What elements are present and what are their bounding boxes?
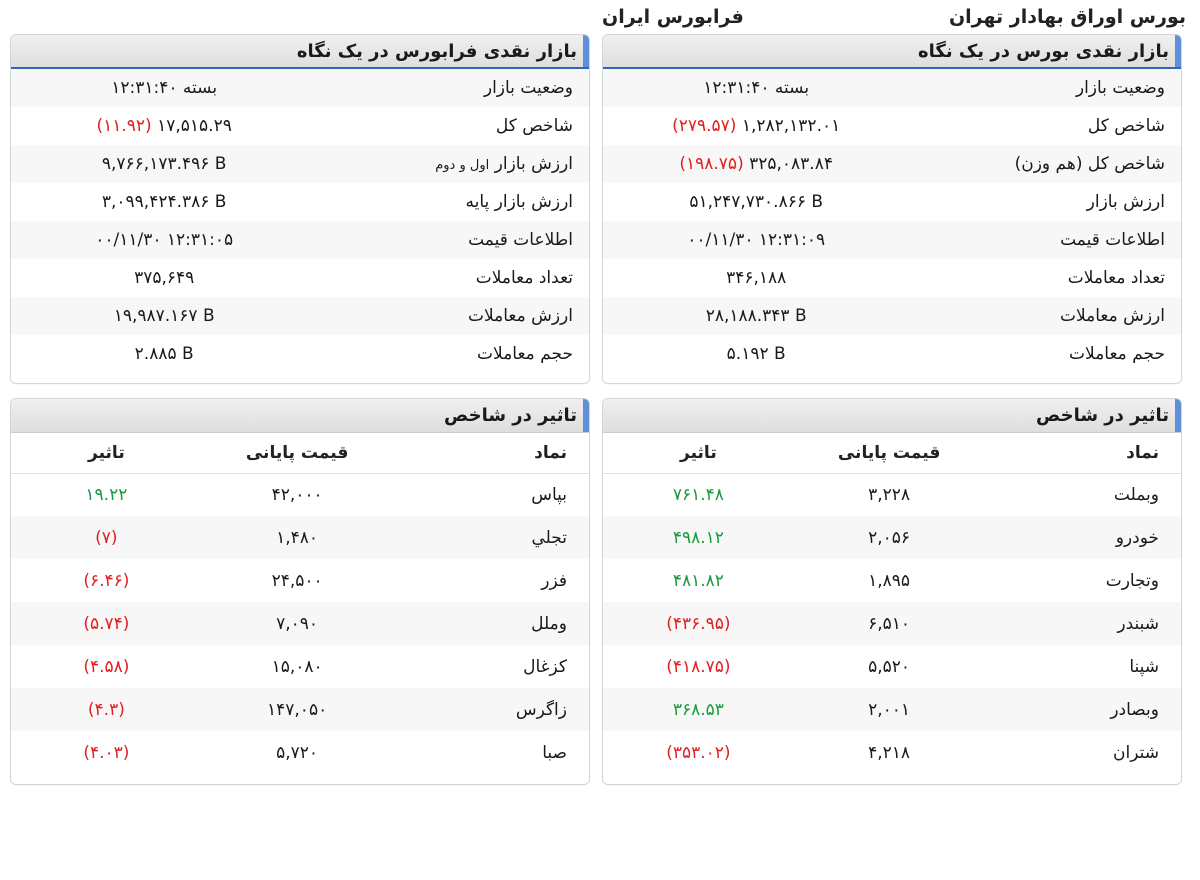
row-label: ارزش بازار: [1086, 192, 1165, 212]
bourse-summary-card: [602, 34, 1182, 384]
cell-price: ۱۵,۰۸۰: [271, 656, 323, 677]
columns-wrapper: [0, 34, 1200, 785]
cell-symbol: شبندر: [1117, 613, 1159, 634]
row-label: تعداد معاملات: [475, 268, 573, 288]
cell-price: ۶,۵۱۰: [868, 613, 911, 634]
cell-symbol: وتجارت: [1105, 570, 1159, 591]
row-change: (۱۹۸.۷۵): [679, 154, 744, 174]
cell-symbol: شپنا: [1129, 656, 1159, 677]
farabourse-effect-body: [11, 433, 589, 784]
table-row[interactable]: [603, 602, 1181, 645]
row-number: ۳۲۵,۰۸۳.۸۴: [749, 154, 833, 174]
cell-symbol: بپاس: [531, 484, 567, 505]
table-row[interactable]: [603, 473, 1181, 516]
row-value: [11, 107, 317, 145]
row-label: اطلاعات قیمت: [468, 230, 573, 250]
farabourse-summary-title-bar: [11, 35, 589, 69]
table-row[interactable]: [603, 731, 1181, 774]
row-value: [603, 145, 909, 183]
cell-effect: (۴.۳): [87, 699, 125, 720]
row-value: بسته ۱۲:۳۱:۴۰: [703, 78, 810, 98]
bourse-effect-title-bar: [603, 399, 1181, 433]
table-row: [11, 69, 589, 107]
cell-price: ۲,۰۰۱: [868, 699, 911, 720]
farabourse-effect-card: [10, 398, 590, 785]
table-row: [11, 297, 589, 335]
table-row: [603, 69, 1181, 107]
cell-effect: ۷۶۱.۴۸: [672, 484, 724, 505]
row-value: ۹,۷۶۶,۱۷۳.۴۹۶ B: [101, 154, 227, 174]
header-farabourse-label: فرابورس ایران: [602, 6, 744, 28]
row-label-main: ارزش بازار: [494, 154, 573, 174]
cell-effect: ۱۹.۲۲: [85, 484, 128, 505]
cell-effect: ۴۸۱.۸۲: [672, 570, 724, 591]
row-label: شاخص کل: [1087, 116, 1165, 136]
col-header-effect: تاثیر: [11, 433, 202, 473]
row-label: حجم معاملات: [477, 344, 573, 364]
row-number: ۱۷,۵۱۵.۲۹: [157, 116, 232, 136]
col-header-effect: تاثیر: [603, 433, 794, 473]
col-header-price: قیمت پایانی: [202, 433, 393, 473]
cell-price: ۲۴,۵۰۰: [271, 570, 323, 591]
cell-price: ۱۴۷,۰۵۰: [267, 699, 328, 720]
row-value: ۲.۸۸۵ B: [134, 344, 194, 364]
column-bourse: [602, 34, 1182, 785]
row-label: حجم معاملات: [1069, 344, 1165, 364]
cell-price: ۴۲,۰۰۰: [271, 484, 323, 505]
cell-effect: (۶.۴۶): [83, 570, 130, 591]
farabourse-summary-table: [11, 69, 589, 373]
table-row: [603, 297, 1181, 335]
cell-effect: (۳۵۳.۰۲): [666, 742, 731, 763]
row-change: (۱۱.۹۲): [96, 116, 152, 136]
row-label: وضعیت بازار: [1075, 78, 1165, 98]
cell-effect: ۳۶۸.۵۳: [672, 699, 724, 720]
table-header-row: [603, 433, 1181, 473]
bourse-summary-title-bar: [603, 35, 1181, 69]
row-value: ۵۱,۲۴۷,۷۳۰.۸۶۶ B: [689, 192, 824, 212]
cell-effect: (۵.۷۴): [83, 613, 130, 634]
cell-price: ۲,۰۵۶: [868, 527, 911, 548]
table-row[interactable]: [603, 516, 1181, 559]
row-value: [603, 107, 909, 145]
farabourse-summary-title: بازار نقدی فرابورس در یک نگاه: [296, 41, 577, 62]
table-row: [11, 107, 589, 145]
row-label: ارزش بازار پایه: [465, 192, 573, 212]
table-row: [11, 183, 589, 221]
cell-effect: ۴۹۸.۱۲: [672, 527, 724, 548]
table-row: [603, 145, 1181, 183]
row-change: (۲۷۹.۵۷): [672, 116, 737, 136]
table-row[interactable]: [603, 645, 1181, 688]
row-value: ۵.۱۹۲ B: [726, 344, 786, 364]
table-row[interactable]: [11, 602, 589, 645]
bourse-summary-table: [603, 69, 1181, 373]
page-header: [0, 0, 1200, 34]
table-row[interactable]: [11, 516, 589, 559]
cell-effect: (۴۱۸.۷۵): [666, 656, 731, 677]
cell-symbol: کزغال: [523, 656, 567, 677]
table-row: [603, 107, 1181, 145]
header-bourse-label: بورس اوراق بهادار تهران: [948, 6, 1186, 28]
cell-symbol: زاگرس: [515, 699, 567, 720]
row-value: ۰۰/۱۱/۳۰ ۱۲:۳۱:۰۵: [95, 230, 234, 250]
cell-symbol: وبصادر: [1110, 699, 1159, 720]
cell-symbol: شتران: [1113, 742, 1159, 763]
row-value: ۳۷۵,۶۴۹: [134, 268, 195, 288]
row-label-sub: اول و دوم: [435, 158, 490, 173]
bourse-effect-body: [603, 433, 1181, 784]
cell-symbol: فزر: [541, 570, 567, 591]
row-value: ۲۸,۱۸۸.۳۴۳ B: [705, 306, 807, 326]
col-header-price: قیمت پایانی: [794, 433, 985, 473]
col-header-symbol: نماد: [984, 433, 1181, 473]
table-row: [603, 259, 1181, 297]
cell-effect: (۴۳۶.۹۵): [666, 613, 731, 634]
table-row[interactable]: [11, 731, 589, 774]
farabourse-summary-body: [11, 69, 589, 383]
table-row[interactable]: [11, 473, 589, 516]
table-row: [11, 335, 589, 373]
farabourse-effect-title: تاثیر در شاخص: [444, 405, 577, 426]
farabourse-effect-title-bar: [11, 399, 589, 433]
table-row[interactable]: [11, 559, 589, 602]
cell-price: ۱,۴۸۰: [276, 527, 319, 548]
cell-effect: (۴.۵۸): [83, 656, 130, 677]
cell-price: ۴,۲۱۸: [868, 742, 911, 763]
table-row: [603, 183, 1181, 221]
cell-price: ۵,۵۲۰: [868, 656, 911, 677]
cell-symbol: وبملت: [1113, 484, 1159, 505]
col-header-symbol: نماد: [392, 433, 589, 473]
table-row[interactable]: [603, 688, 1181, 731]
table-row: [11, 145, 589, 183]
row-label: ارزش معاملات: [467, 306, 573, 326]
cell-price: ۳,۲۲۸: [868, 484, 911, 505]
column-farabourse: [10, 34, 590, 785]
row-value: بسته ۱۲:۳۱:۴۰: [111, 78, 218, 98]
bourse-effect-card: [602, 398, 1182, 785]
row-label: ارزش معاملات: [1059, 306, 1165, 326]
table-row: [11, 259, 589, 297]
farabourse-summary-card: [10, 34, 590, 384]
title-accent-bar: [1175, 399, 1181, 432]
cell-symbol: خودرو: [1115, 527, 1159, 548]
cell-effect: (۷): [95, 527, 118, 548]
title-accent-bar: [583, 399, 589, 432]
cell-symbol: تجلي: [531, 527, 567, 548]
table-row: [11, 221, 589, 259]
table-row: [603, 221, 1181, 259]
header-bourse-title: [588, 0, 1200, 34]
row-label: وضعیت بازار: [483, 78, 573, 98]
table-row[interactable]: [11, 645, 589, 688]
row-value: ۳۴۶,۱۸۸: [726, 268, 787, 288]
row-label: [317, 145, 589, 183]
row-label: شاخص کل (هم وزن): [1014, 154, 1165, 174]
cell-price: ۵,۷۲۰: [276, 742, 319, 763]
row-value: ۰۰/۱۱/۳۰ ۱۲:۳۱:۰۹: [687, 230, 826, 250]
table-row[interactable]: [603, 559, 1181, 602]
cell-price: ۱,۸۹۵: [868, 570, 911, 591]
row-label: اطلاعات قیمت: [1060, 230, 1165, 250]
cell-symbol: صبا: [542, 742, 567, 763]
row-value: ۱۹,۹۸۷.۱۶۷ B: [113, 306, 215, 326]
bourse-summary-title: بازار نقدی بورس در یک نگاه: [918, 41, 1169, 62]
row-label: شاخص کل: [495, 116, 573, 136]
row-number: ۱,۲۸۲,۱۳۲.۰۱: [741, 116, 841, 136]
bourse-effect-table: [603, 433, 1181, 774]
table-row[interactable]: [11, 688, 589, 731]
cell-effect: (۴.۰۳): [83, 742, 130, 763]
table-row: [603, 335, 1181, 373]
farabourse-effect-table: [11, 433, 589, 774]
bourse-effect-title: تاثیر در شاخص: [1036, 405, 1169, 426]
title-accent-bar: [1175, 35, 1181, 68]
cell-price: ۷,۰۹۰: [276, 613, 319, 634]
row-value: ۳,۰۹۹,۴۲۴.۳۸۶ B: [101, 192, 227, 212]
table-header-row: [11, 433, 589, 473]
title-accent-bar: [583, 35, 589, 68]
bourse-summary-body: [603, 69, 1181, 383]
cell-symbol: وملل: [531, 613, 567, 634]
row-label: تعداد معاملات: [1067, 268, 1165, 288]
